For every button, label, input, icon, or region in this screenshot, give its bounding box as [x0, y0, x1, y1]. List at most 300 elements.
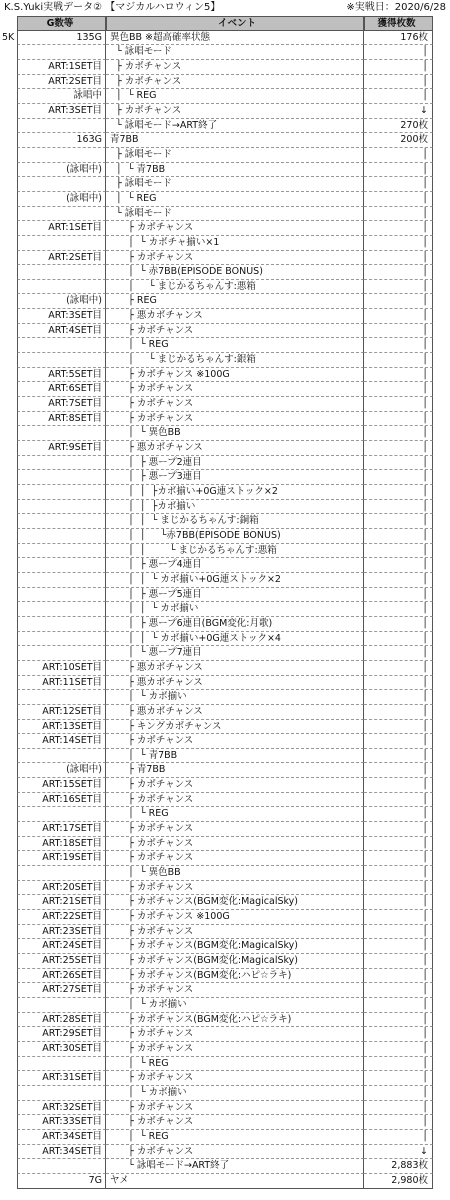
event-cell: ├ 悪カボチャンス: [106, 661, 364, 676]
table-row: [0, 514, 450, 529]
table-row: [0, 866, 450, 881]
row-marker: [0, 763, 17, 778]
table-row: [0, 368, 450, 383]
games-cell: ART:12SET目: [17, 705, 106, 720]
event-cell: ├ カボチャンス: [106, 251, 364, 266]
games-cell: 135G: [17, 31, 106, 46]
event-cell: ├ カボチャンス: [106, 778, 364, 793]
sheet-title: [0, 0, 450, 16]
games-cell: ART:6SET目: [17, 382, 106, 397]
count-cell: │: [364, 632, 433, 647]
count-cell: │: [364, 822, 433, 837]
row-marker: [0, 734, 17, 749]
games-cell: ART:32SET目: [17, 1101, 106, 1116]
games-cell: 7G: [17, 1174, 106, 1189]
table-row: [0, 1086, 450, 1101]
event-cell: │ │ ├カボ揃い+0G連ストック×2: [106, 485, 364, 500]
count-cell: │: [364, 778, 433, 793]
games-cell: ART:25SET目: [17, 954, 106, 969]
count-cell: │: [364, 851, 433, 866]
event-cell: ├ カボチャンス: [106, 382, 364, 397]
games-cell: ART:27SET目: [17, 983, 106, 998]
event-cell: │ └ 悪ープ7連目: [106, 646, 364, 661]
count-cell: ↓: [364, 1145, 433, 1160]
games-cell: ART:26SET目: [17, 969, 106, 984]
count-cell: │: [364, 881, 433, 896]
games-cell: [17, 690, 106, 705]
row-marker: [0, 1115, 17, 1130]
event-cell: ├ カボチャンス ※100G: [106, 368, 364, 383]
count-cell: │: [364, 954, 433, 969]
table-row: [0, 456, 450, 471]
event-cell: ├ カボチャンス: [106, 822, 364, 837]
row-marker: [0, 441, 17, 456]
count-cell: │: [364, 382, 433, 397]
count-cell: │: [364, 1013, 433, 1028]
row-marker: [0, 221, 17, 236]
count-cell: │: [364, 397, 433, 412]
row-marker: [0, 485, 17, 500]
event-cell: │ └ カボチャ揃い×1: [106, 236, 364, 251]
event-cell: ├ カボチャンス: [106, 1101, 364, 1116]
row-marker: [0, 75, 17, 90]
event-cell: │ └ 赤7BB(EPISODE BONUS): [106, 265, 364, 280]
table-row: [0, 265, 450, 280]
games-cell: ART:3SET目: [17, 104, 106, 119]
event-cell: │ └ 青7BB: [106, 749, 364, 764]
event-cell: │ │ └赤7BB(EPISODE BONUS): [106, 529, 364, 544]
event-cell: │ └ REG: [106, 89, 364, 104]
row-marker: [0, 720, 17, 735]
table-row: [0, 646, 450, 661]
table-row: [0, 470, 450, 485]
event-cell: │ └ カボ揃い: [106, 1086, 364, 1101]
row-marker: [0, 895, 17, 910]
event-cell: └ 詠唱モード: [106, 207, 364, 222]
games-cell: [17, 470, 106, 485]
games-cell: ART:9SET目: [17, 441, 106, 456]
event-cell: │ │ ├カボ揃い: [106, 500, 364, 515]
event-cell: ├ カボチャンス(BGM変化:MagicalSky): [106, 895, 364, 910]
games-cell: ART:7SET目: [17, 397, 106, 412]
table-row: [0, 690, 450, 705]
count-cell: │: [364, 939, 433, 954]
event-cell: ├ カボチャンス: [106, 881, 364, 896]
event-cell: ├ カボチャンス: [106, 1115, 364, 1130]
row-marker: [0, 177, 17, 192]
row-marker: [0, 1057, 17, 1072]
games-cell: ART:19SET目: [17, 851, 106, 866]
row-marker: [0, 1101, 17, 1116]
games-cell: ART:11SET目: [17, 676, 106, 691]
table-row: [0, 412, 450, 427]
event-cell: ヤメ: [106, 1174, 364, 1189]
event-cell: └ 詠唱モード→ART終了: [106, 1159, 364, 1174]
row-marker: [0, 207, 17, 222]
games-cell: [17, 485, 106, 500]
games-cell: [17, 236, 106, 251]
table-row: [0, 1159, 450, 1174]
games-cell: [17, 866, 106, 881]
event-cell: │ └ REG: [106, 192, 364, 207]
count-cell: │: [364, 529, 433, 544]
count-cell: │: [364, 280, 433, 295]
event-cell: │ ├ 悪ープ3連目: [106, 470, 364, 485]
table-row: [0, 382, 450, 397]
event-cell: ├ カボチャンス: [106, 1027, 364, 1042]
count-cell: │: [364, 895, 433, 910]
table-row: [0, 998, 450, 1013]
count-cell: │: [364, 338, 433, 353]
table-row: [0, 881, 450, 896]
event-cell: │ └ REG: [106, 1057, 364, 1072]
header-games: G数等: [17, 16, 106, 31]
games-cell: ART:34SET目: [17, 1145, 106, 1160]
games-cell: ART:22SET目: [17, 910, 106, 925]
table-row: [0, 954, 450, 969]
event-cell: ├ カボチャンス(BGM変化:ハピ☆ラキ): [106, 969, 364, 984]
table-row: [0, 338, 450, 353]
table-row: [0, 851, 450, 866]
games-cell: ART:4SET目: [17, 324, 106, 339]
row-marker: [0, 236, 17, 251]
games-cell: [17, 426, 106, 441]
count-cell: │: [364, 1042, 433, 1057]
event-cell: ├ 悪カボチャンス: [106, 676, 364, 691]
row-marker: [0, 1174, 17, 1189]
row-marker: [0, 412, 17, 427]
count-cell: │: [364, 75, 433, 90]
table-row: [0, 426, 450, 441]
row-marker: [0, 89, 17, 104]
table-body: [0, 31, 450, 1189]
games-cell: [17, 353, 106, 368]
table-row: [0, 1027, 450, 1042]
table-row: [0, 280, 450, 295]
row-marker: [0, 807, 17, 822]
count-cell: │: [364, 1115, 433, 1130]
count-cell: │: [364, 60, 433, 75]
count-cell: │: [364, 148, 433, 163]
table-row: [0, 705, 450, 720]
games-cell: [17, 529, 106, 544]
row-marker: [0, 500, 17, 515]
event-cell: ├ カボチャンス(BGM変化:MagicalSky): [106, 954, 364, 969]
table-row: [0, 353, 450, 368]
row-marker: [0, 265, 17, 280]
row-marker: [0, 793, 17, 808]
table-row: [0, 192, 450, 207]
row-marker: [0, 954, 17, 969]
table-row: [0, 104, 450, 119]
games-cell: ART:5SET目: [17, 368, 106, 383]
event-cell: │ ├ 悪ープ5連目: [106, 588, 364, 603]
event-cell: ├ カボチャンス: [106, 60, 364, 75]
row-marker: [0, 749, 17, 764]
games-cell: [17, 807, 106, 822]
games-cell: [17, 573, 106, 588]
event-cell: │ └ カボ揃い: [106, 998, 364, 1013]
games-cell: [17, 148, 106, 163]
games-cell: [17, 544, 106, 559]
games-cell: (詠唱中): [17, 192, 106, 207]
row-marker: [0, 1145, 17, 1160]
count-cell: │: [364, 89, 433, 104]
row-marker: [0, 294, 17, 309]
row-marker: [0, 470, 17, 485]
table-row: [0, 939, 450, 954]
games-cell: ART:15SET目: [17, 778, 106, 793]
event-cell: ├ カボチャンス: [106, 734, 364, 749]
event-cell: │ └ 青7BB: [106, 163, 364, 178]
event-cell: ├ 詠唱モード: [106, 177, 364, 192]
games-cell: ART:20SET目: [17, 881, 106, 896]
games-cell: ART:1SET目: [17, 221, 106, 236]
event-cell: ├ カボチャンス: [106, 412, 364, 427]
event-cell: ├ 悪カボチャンス: [106, 309, 364, 324]
event-cell: │ └ カボ揃い: [106, 690, 364, 705]
table-row: [0, 793, 450, 808]
games-cell: ART:14SET目: [17, 734, 106, 749]
event-cell: │ └ REG: [106, 1130, 364, 1145]
row-marker: [0, 1042, 17, 1057]
row-marker: [0, 251, 17, 266]
games-cell: ART:18SET目: [17, 837, 106, 852]
row-marker: [0, 280, 17, 295]
count-cell: │: [364, 807, 433, 822]
table-row: [0, 558, 450, 573]
table-row: [0, 763, 450, 778]
table-row: [0, 148, 450, 163]
row-marker: [0, 866, 17, 881]
count-cell: │: [364, 998, 433, 1013]
table-row: [0, 221, 450, 236]
count-cell: │: [364, 177, 433, 192]
row-marker: [0, 104, 17, 119]
event-cell: ├ カボチャンス: [106, 221, 364, 236]
table-row: [0, 324, 450, 339]
count-cell: │: [364, 163, 433, 178]
event-cell: ├ カボチャンス: [106, 1145, 364, 1160]
row-marker: [0, 60, 17, 75]
event-cell: ├ カボチャンス: [106, 793, 364, 808]
table-row: [0, 294, 450, 309]
event-cell: ├ カボチャンス: [106, 851, 364, 866]
games-cell: ART:13SET目: [17, 720, 106, 735]
table-row: [0, 632, 450, 647]
event-cell: ├ カボチャンス: [106, 837, 364, 852]
count-cell: │: [364, 470, 433, 485]
event-cell: │ ├ 悪ープ6連目(BGM変化:月歌): [106, 617, 364, 632]
games-cell: [17, 588, 106, 603]
header-event: イベント: [106, 16, 364, 31]
event-cell: ├ カボチャンス(BGM変化:MagicalSky): [106, 939, 364, 954]
table-row: [0, 676, 450, 691]
event-cell: ├ カボチャンス: [106, 925, 364, 940]
event-cell: ├ カボチャンス: [106, 1071, 364, 1086]
table-row: [0, 983, 450, 998]
table-row: [0, 441, 450, 456]
table-row: [0, 1057, 450, 1072]
table-row: [0, 1101, 450, 1116]
count-cell: │: [364, 661, 433, 676]
games-cell: [17, 998, 106, 1013]
title-date: ※実戦日：2020/6/28: [346, 2, 446, 13]
row-marker: [0, 646, 17, 661]
row-marker: [0, 822, 17, 837]
count-cell: │: [364, 1086, 433, 1101]
count-cell: │: [364, 1101, 433, 1116]
count-cell: │: [364, 236, 433, 251]
table-row: [0, 837, 450, 852]
games-cell: [17, 500, 106, 515]
table-row: [0, 1145, 450, 1160]
table-row: [0, 163, 450, 178]
row-marker: [0, 514, 17, 529]
table-row: [0, 720, 450, 735]
table-row: [0, 969, 450, 984]
count-cell: │: [364, 734, 433, 749]
table-row: [0, 895, 450, 910]
header-count: 獲得枚数: [364, 16, 433, 31]
table-row: [0, 1042, 450, 1057]
count-cell: │: [364, 294, 433, 309]
row-marker: [0, 588, 17, 603]
row-marker: 5K: [2, 31, 15, 43]
table-header: [0, 16, 450, 31]
games-cell: ART:3SET目: [17, 309, 106, 324]
games-cell: [17, 456, 106, 471]
table-row: [0, 529, 450, 544]
count-cell: │: [364, 368, 433, 383]
table-row: [0, 75, 450, 90]
count-cell: │: [364, 602, 433, 617]
row-marker: [0, 309, 17, 324]
count-cell: │: [364, 485, 433, 500]
games-cell: (詠唱中): [17, 763, 106, 778]
row-marker: [0, 353, 17, 368]
games-cell: ART:30SET目: [17, 1042, 106, 1057]
table-row: [0, 119, 450, 134]
row-marker: [0, 397, 17, 412]
table-row: [0, 778, 450, 793]
count-cell: │: [364, 456, 433, 471]
count-cell: ↓: [364, 104, 433, 119]
table-row: [0, 177, 450, 192]
games-cell: [17, 45, 106, 60]
count-cell: │: [364, 646, 433, 661]
count-cell: │: [364, 837, 433, 852]
table-row: [0, 602, 450, 617]
games-cell: ART:33SET目: [17, 1115, 106, 1130]
row-marker: [0, 119, 17, 134]
count-cell: │: [364, 558, 433, 573]
table-row: [0, 734, 450, 749]
count-cell: │: [364, 353, 433, 368]
event-cell: ├ カボチャンス: [106, 397, 364, 412]
table-row: [0, 925, 450, 940]
row-marker: [0, 544, 17, 559]
count-cell: 200枚: [364, 133, 433, 148]
table-row: [0, 822, 450, 837]
row-marker: [0, 1086, 17, 1101]
games-cell: [17, 280, 106, 295]
event-cell: │ └ まじかるちゃんす:悪箱: [106, 280, 364, 295]
games-cell: (詠唱中): [17, 294, 106, 309]
row-marker: [0, 676, 17, 691]
table-row: [0, 1174, 450, 1189]
count-cell: │: [364, 910, 433, 925]
count-cell: │: [364, 309, 433, 324]
row-marker: [0, 426, 17, 441]
event-cell: ├ REG: [106, 294, 364, 309]
event-cell: │ └ REG: [106, 807, 364, 822]
event-cell: ├ カボチャンス: [106, 324, 364, 339]
row-marker: [0, 969, 17, 984]
games-cell: [17, 749, 106, 764]
event-cell: ├ カボチャンス: [106, 1042, 364, 1057]
games-cell: [17, 265, 106, 280]
games-cell: ART:16SET目: [17, 793, 106, 808]
event-cell: ├ 悪カボチャンス: [106, 441, 364, 456]
count-cell: │: [364, 412, 433, 427]
table-row: [0, 588, 450, 603]
table-row: [0, 309, 450, 324]
count-cell: │: [364, 983, 433, 998]
games-cell: ART:1SET目: [17, 60, 106, 75]
row-marker: [0, 881, 17, 896]
row-marker: [0, 382, 17, 397]
count-cell: │: [364, 514, 433, 529]
row-marker: [0, 661, 17, 676]
count-cell: │: [364, 192, 433, 207]
games-cell: [17, 558, 106, 573]
games-cell: (詠唱中): [17, 163, 106, 178]
table-row: [0, 807, 450, 822]
table-row: [0, 397, 450, 412]
row-marker: [0, 925, 17, 940]
count-cell: │: [364, 749, 433, 764]
table-row: [0, 60, 450, 75]
games-cell: ART:23SET目: [17, 925, 106, 940]
count-cell: │: [364, 969, 433, 984]
count-cell: 270枚: [364, 119, 433, 134]
row-marker: [0, 1013, 17, 1028]
games-cell: [17, 338, 106, 353]
table-row: [0, 31, 450, 46]
row-marker: [0, 1027, 17, 1042]
row-marker: [0, 148, 17, 163]
count-cell: │: [364, 1071, 433, 1086]
games-cell: ART:31SET目: [17, 1071, 106, 1086]
count-cell: │: [364, 588, 433, 603]
games-cell: ART:28SET目: [17, 1013, 106, 1028]
count-cell: │: [364, 324, 433, 339]
table-row: [0, 500, 450, 515]
count-cell: │: [364, 1057, 433, 1072]
games-cell: [17, 1159, 106, 1174]
games-cell: ART:8SET目: [17, 412, 106, 427]
count-cell: │: [364, 1130, 433, 1145]
event-cell: 青7BB: [106, 133, 364, 148]
event-cell: │ ├ 悪ープ4連目: [106, 558, 364, 573]
count-cell: │: [364, 690, 433, 705]
count-cell: │: [364, 251, 433, 266]
count-cell: │: [364, 617, 433, 632]
row-marker: [0, 45, 17, 60]
event-cell: │ └ まじかるちゃんす:銀箱: [106, 353, 364, 368]
games-cell: [17, 207, 106, 222]
